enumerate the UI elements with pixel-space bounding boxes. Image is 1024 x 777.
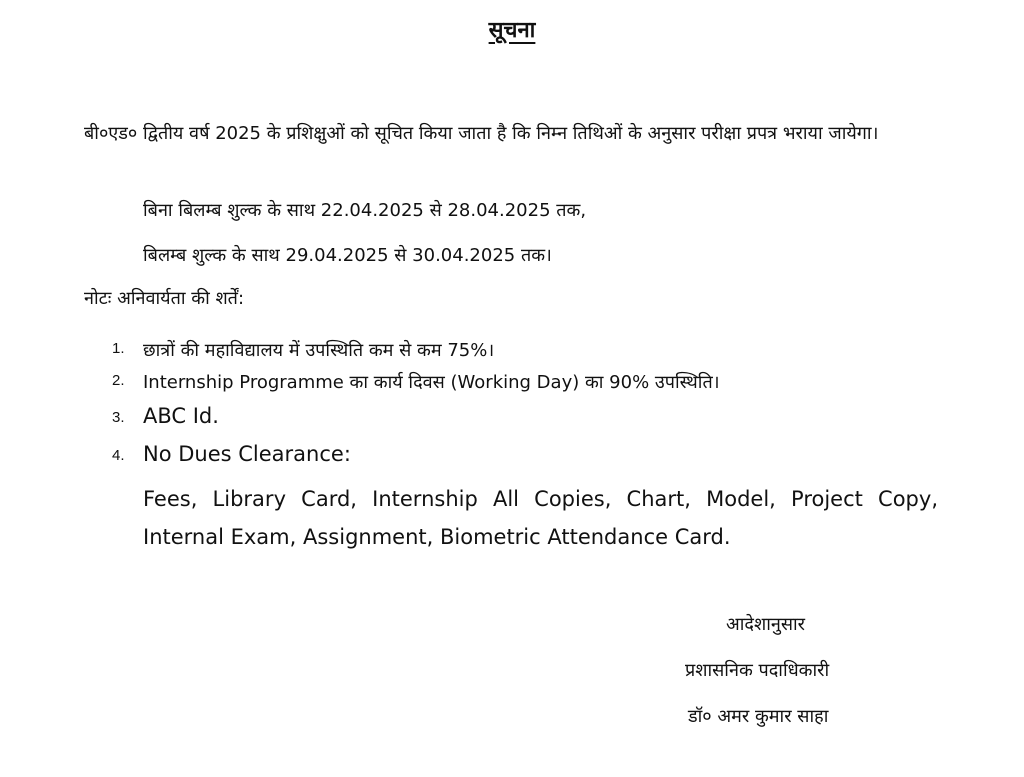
notice-intro: बी०एड० द्वितीय वर्ष 2025 के प्रशिक्षुओं को सूचित किया जाता है कि निम्न तिथिओं के अनुसार परीक्षा प्रपत्र भराया जायेगा। — [84, 123, 879, 144]
condition-number: 3. — [112, 409, 125, 426]
condition-text: ABC Id. — [143, 404, 219, 428]
note-heading: नोटः अनिवार्यता की शर्तें: — [84, 288, 245, 309]
notice-title — [0, 14, 1024, 44]
condition-text: Internship Programme का कार्य दिवस (Working Day) का 90% उपस्थिति। — [143, 372, 720, 393]
condition-text: No Dues Clearance: — [143, 442, 351, 466]
schedule-with-late-fee: बिलम्ब शुल्क के साथ 29.04.2025 से 30.04.2025 तक। — [143, 245, 552, 266]
schedule-without-late-fee: बिना बिलम्ब शुल्क के साथ 22.04.2025 से 28.04.2025 तक, — [143, 200, 587, 221]
condition-number: 1. — [112, 340, 125, 357]
condition-number: 2. — [112, 372, 125, 389]
signature-name: डॉ० अमर कुमार साहा — [688, 706, 829, 727]
notice-title-text: सूचना — [488, 18, 536, 43]
condition-number: 4. — [112, 447, 125, 464]
no-dues-items: Fees, Library Card, Internship All Copies, Chart, Model, Project Copy, Internal Exam, Assignment, Biometric Attendance Card. — [143, 487, 938, 549]
signature-order: आदेशानुसार — [726, 614, 806, 635]
condition-text: छात्रों की महाविद्यालय में उपस्थिति कम से कम 75%। — [143, 340, 495, 361]
signature-designation: प्रशासनिक पदाधिकारी — [685, 660, 830, 681]
